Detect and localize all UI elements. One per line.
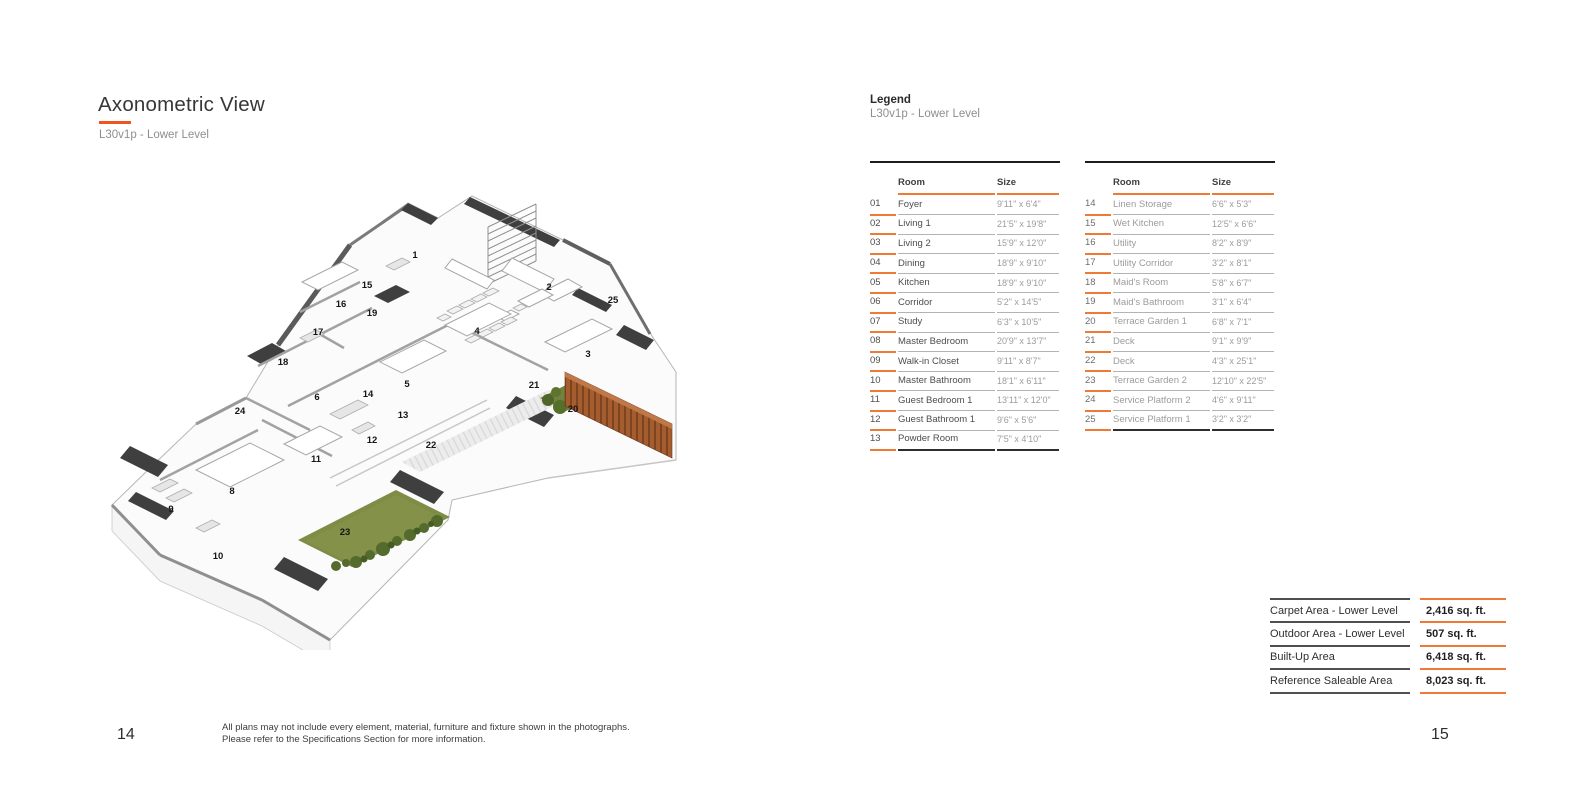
room-name-cell: Deck [1113, 351, 1210, 372]
plan-room-number: 20 [567, 404, 579, 415]
table-row [870, 332, 1060, 352]
plan-room-number: 11 [310, 454, 322, 465]
area-value: 6,418 sq. ft. [1420, 645, 1506, 668]
room-name-cell: Maid's Room [1113, 273, 1210, 294]
room-name-cell: Guest Bedroom 1 [898, 390, 995, 411]
room-size-cell: 12'5" x 6'6" [1212, 214, 1274, 235]
room-number-cell: 05 [870, 272, 896, 294]
disclaimer [222, 722, 630, 745]
room-number-cell: 08 [870, 331, 896, 353]
table-row [870, 430, 1060, 450]
plan-room-number: 18 [277, 357, 289, 368]
plan-room-number: 21 [528, 380, 540, 391]
legend-table-2 [1085, 161, 1275, 430]
table-row [1085, 352, 1275, 372]
plan-room-number: 4 [474, 326, 480, 337]
room-name-cell: Terrace Garden 1 [1113, 312, 1210, 333]
room-size-cell: 3'2" x 3'2" [1212, 410, 1274, 432]
plan-room-number: 8 [229, 486, 235, 497]
plan-room-number: 13 [397, 410, 409, 421]
room-number-cell: 21 [1085, 331, 1111, 353]
room-name-cell: Utility Corridor [1113, 253, 1210, 274]
legend-subtitle: L30v1p - Lower Level [870, 108, 980, 120]
page-subtitle: L30v1p - Lower Level [99, 129, 209, 141]
room-number-cell: 01 [870, 194, 896, 216]
room-number-cell: 20 [1085, 312, 1111, 334]
room-size-cell: 4'3" x 25'1" [1212, 351, 1274, 372]
room-name-cell: Wet Kitchen [1113, 214, 1210, 235]
room-size-cell: 5'8" x 6'7" [1212, 273, 1274, 294]
page-title: Axonometric View [98, 93, 265, 116]
plan-room-number: 24 [234, 406, 246, 417]
table-row [870, 371, 1060, 391]
floor-plan-drawing [100, 185, 690, 650]
plan-room-number: 19 [366, 308, 378, 319]
plan-room-number: 1 [412, 250, 418, 261]
area-label: Built-Up Area [1270, 645, 1410, 668]
room-name-cell: Terrace Garden 2 [1113, 371, 1210, 392]
room-size-cell: 12'10" x 22'5" [1212, 371, 1274, 392]
room-size-cell: 9'11" x 8'7" [997, 351, 1059, 372]
plan-room-number: 9 [168, 504, 174, 515]
room-number-cell: 23 [1085, 370, 1111, 392]
title-accent-rule [99, 121, 131, 124]
plan-room-number: 22 [425, 440, 437, 451]
room-name-cell: Living 2 [898, 234, 995, 255]
room-number-cell: 24 [1085, 390, 1111, 412]
area-row [1270, 668, 1506, 691]
plan-room-number: 6 [314, 392, 320, 403]
room-name-cell: Maid's Bathroom [1113, 292, 1210, 313]
table-row [1085, 215, 1275, 235]
room-size-cell: 8'2" x 8'9" [1212, 234, 1274, 255]
room-size-cell: 6'3" x 10'5" [997, 312, 1059, 333]
room-size-cell: 9'6" x 5'6" [997, 410, 1059, 431]
room-size-cell: 3'1" x 6'4" [1212, 292, 1274, 313]
room-size-cell: 18'1" x 6'11" [997, 371, 1059, 392]
area-label: Reference Saleable Area [1270, 668, 1410, 691]
room-number-cell: 15 [1085, 214, 1111, 236]
room-name-cell: Foyer [898, 195, 995, 216]
room-number-cell: 17 [1085, 253, 1111, 275]
disclaimer-line-1: All plans may not include every element, material, furniture and fixture shown in the photographs. [222, 722, 630, 733]
table-row [1085, 332, 1275, 352]
room-name-cell: Master Bathroom [898, 371, 995, 392]
room-column-header: Room [1113, 177, 1210, 195]
floor-plan [100, 185, 690, 650]
room-size-cell: 9'1" x 9'9" [1212, 332, 1274, 353]
plan-room-number: 17 [312, 327, 324, 338]
plan-room-number: 14 [362, 389, 374, 400]
room-number-cell: 18 [1085, 272, 1111, 294]
room-name-cell: Kitchen [898, 273, 995, 294]
table-row [870, 195, 1060, 215]
room-column-header: Room [898, 177, 995, 195]
room-name-cell: Utility [1113, 234, 1210, 255]
room-size-cell: 7'5" x 4'10" [997, 429, 1059, 451]
table-row [1085, 254, 1275, 274]
table-row [870, 273, 1060, 293]
page-number-left: 14 [117, 726, 135, 743]
room-number-cell: 07 [870, 312, 896, 334]
plan-room-number: 2 [546, 282, 552, 293]
disclaimer-line-2: Please refer to the Specifications Section for more information. [222, 733, 486, 745]
room-number-cell: 22 [1085, 351, 1111, 373]
plan-room-number: 25 [607, 295, 619, 306]
table-row [1085, 411, 1275, 431]
room-number-cell: 02 [870, 214, 896, 236]
area-value: 8,023 sq. ft. [1420, 668, 1506, 691]
room-size-cell: 6'8" x 7'1" [1212, 312, 1274, 333]
room-name-cell: Living 1 [898, 214, 995, 235]
room-name-cell: Deck [1113, 332, 1210, 353]
legend-table-1 [870, 161, 1060, 450]
plan-room-number: 10 [212, 551, 224, 562]
table-row [1085, 195, 1275, 215]
room-size-cell: 13'11" x 12'0" [997, 390, 1059, 411]
room-name-cell: Service Platform 1 [1113, 410, 1210, 432]
plan-room-number: 12 [366, 435, 378, 446]
room-number-cell: 11 [870, 390, 896, 412]
table-row [1085, 273, 1275, 293]
room-name-cell: Study [898, 312, 995, 333]
room-number-cell: 14 [1085, 194, 1111, 216]
room-name-cell: Dining [898, 253, 995, 274]
area-label: Carpet Area - Lower Level [1270, 598, 1410, 621]
area-value: 507 sq. ft. [1420, 621, 1506, 644]
plan-room-number: 15 [361, 280, 373, 291]
size-column-header: Size [997, 177, 1059, 195]
area-row [1270, 598, 1506, 621]
room-size-cell: 20'9" x 13'7" [997, 332, 1059, 353]
plan-room-number: 16 [335, 299, 347, 310]
room-name-cell: Service Platform 2 [1113, 390, 1210, 411]
plan-room-number: 23 [339, 527, 351, 538]
room-name-cell: Guest Bathroom 1 [898, 410, 995, 431]
room-size-cell: 18'9" x 9'10" [997, 253, 1059, 274]
area-summary-table [1270, 598, 1506, 692]
room-name-cell: Corridor [898, 292, 995, 313]
room-size-cell: 3'2" x 8'1" [1212, 253, 1274, 274]
room-size-cell: 9'11" x 6'4" [997, 195, 1059, 216]
room-number-cell: 13 [870, 429, 896, 451]
area-value: 2,416 sq. ft. [1420, 598, 1506, 621]
table-row [1085, 391, 1275, 411]
room-number-cell: 04 [870, 253, 896, 275]
room-number-cell: 10 [870, 370, 896, 392]
legend-heading: Legend [870, 94, 911, 106]
room-number-cell: 03 [870, 233, 896, 255]
table-row [870, 215, 1060, 235]
room-size-cell: 5'2" x 14'5" [997, 292, 1059, 313]
table-row [870, 254, 1060, 274]
table-row [870, 234, 1060, 254]
legend-table-header [1085, 163, 1275, 195]
area-row [1270, 645, 1506, 668]
table-row [1085, 293, 1275, 313]
room-number-cell: 09 [870, 351, 896, 373]
table-row [870, 352, 1060, 372]
table-row [870, 411, 1060, 431]
room-size-cell: 15'9" x 12'0" [997, 234, 1059, 255]
room-name-cell: Master Bedroom [898, 332, 995, 353]
room-size-cell: 21'5" x 19'8" [997, 214, 1059, 235]
plan-room-number: 5 [404, 379, 410, 390]
size-column-header: Size [1212, 177, 1274, 195]
room-size-cell: 18'9" x 9'10" [997, 273, 1059, 294]
room-size-cell: 4'6" x 9'11" [1212, 390, 1274, 411]
room-name-cell: Linen Storage [1113, 195, 1210, 216]
room-number-cell: 25 [1085, 410, 1111, 432]
room-size-cell: 6'6" x 5'3" [1212, 195, 1274, 216]
table-row [1085, 234, 1275, 254]
table-row [1085, 313, 1275, 333]
room-number-cell: 06 [870, 292, 896, 314]
room-name-cell: Walk-in Closet [898, 351, 995, 372]
room-number-cell: 19 [1085, 292, 1111, 314]
table-row [870, 293, 1060, 313]
room-number-cell: 12 [870, 410, 896, 432]
table-row [870, 391, 1060, 411]
area-row [1270, 621, 1506, 644]
room-name-cell: Powder Room [898, 429, 995, 451]
plan-room-number: 3 [585, 349, 591, 360]
room-number-cell: 16 [1085, 233, 1111, 255]
table-row [870, 313, 1060, 333]
legend-header [870, 94, 980, 120]
table-row [1085, 371, 1275, 391]
legend-table-header [870, 163, 1060, 195]
page-number-right: 15 [1431, 726, 1449, 743]
area-label: Outdoor Area - Lower Level [1270, 621, 1410, 644]
